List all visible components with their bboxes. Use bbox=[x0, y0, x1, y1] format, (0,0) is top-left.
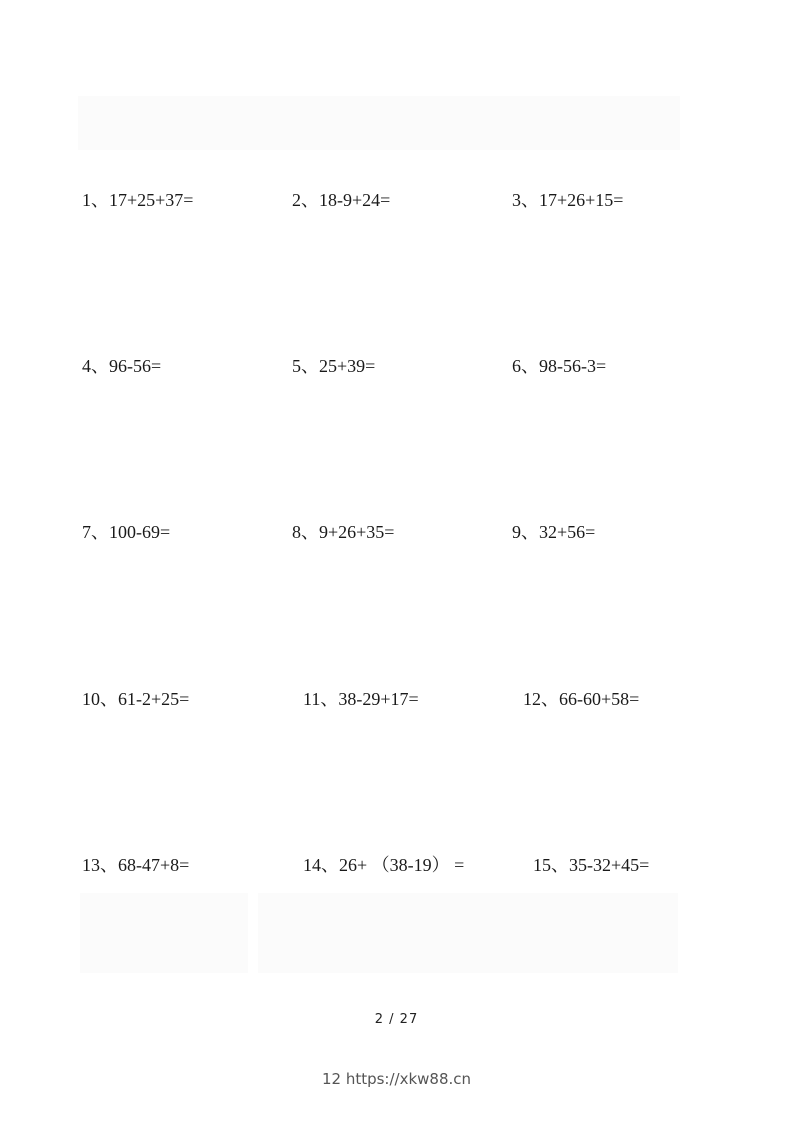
problem-1: 1、17+25+37= bbox=[82, 190, 194, 210]
page-number: 2 / 27 bbox=[374, 1012, 419, 1027]
problem-8: 8、9+26+35= bbox=[292, 522, 395, 542]
problem-4: 4、96-56= bbox=[82, 356, 162, 376]
problem-3: 3、17+26+15= bbox=[512, 190, 624, 210]
problem-6: 6、98-56-3= bbox=[512, 356, 607, 376]
problem-9: 9、32+56= bbox=[512, 522, 596, 542]
bottom-shading-right bbox=[258, 893, 678, 973]
problem-13: 13、68-47+8= bbox=[82, 855, 190, 875]
problem-12: 12、66-60+58= bbox=[523, 689, 640, 709]
problem-10: 10、61-2+25= bbox=[82, 689, 190, 709]
problem-11: 11、38-29+17= bbox=[303, 689, 419, 709]
header-shading bbox=[78, 96, 680, 150]
problem-7: 7、100-69= bbox=[82, 522, 171, 542]
problem-5: 5、25+39= bbox=[292, 356, 376, 376]
problem-2: 2、18-9+24= bbox=[292, 190, 391, 210]
problem-14: 14、26+ （38-19） = bbox=[303, 855, 465, 875]
problem-15: 15、35-32+45= bbox=[533, 855, 650, 875]
footer-watermark: 12 https://xkw88.cn bbox=[321, 1070, 472, 1088]
bottom-shading-left bbox=[80, 893, 248, 973]
